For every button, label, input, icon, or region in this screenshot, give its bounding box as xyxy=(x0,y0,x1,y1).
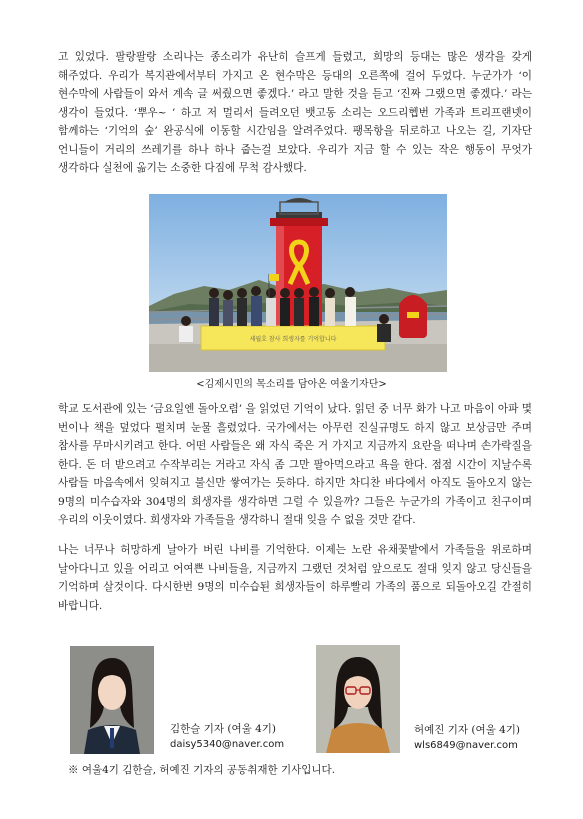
photo-caption: <김제시민의 목소리를 담아온 여울기자단> xyxy=(196,379,387,390)
reporter-1-email: daisy5340@naver.com xyxy=(170,739,285,750)
reporter-2-email: wls6849@naver.com xyxy=(414,740,518,751)
article-paragraph-3: 나는 너무나 허망하게 날아가 버린 나비를 기억한다. 이제는 노란 유채꽃밭에서 가족들을 위로하며 날아다니고 있을 어리고 어여쁜 나비들을, 지금까지 그랬던 것처럼 앞으로도 절대 잊지 않고 당신들을 기억하며 살것이다. 다시한번 9명의 미수습된 희생자들이 하루빨리 가족의 품으로 되돌아오길 간절히 바랍니다. xyxy=(58,544,532,612)
reporter-1-name: 김한슬 기자 (여울 4기) xyxy=(170,723,277,735)
banner-text: 세월호 참사 희생자를 기억합니다 xyxy=(249,336,337,343)
article-paragraph-1: 고 있었다. 팔랑팔랑 소리나는 종소리가 유난히 슬프게 들렸고, 희망의 등대는 많은 생각을 갖게 해주었다. 우리가 복지관에서부터 가지고 온 현수막은 등대의 오른쪽에 걸어 두었다. 누군가가 ‘이 현수막에 사람들이 와서 계속 글 써줬으면 좋겠다.’ 라고 말한 것을 듣고 ‘진짜 그랬으면 좋겠다.’ 라는 생각이 들었다. ‘뿌우~ ’ 하고 저 멀리서 들려오던 뱃고동 소리는 오드리헵번 가족과 트리프랜넷이 함께하는 ‘기억의 숲’ 완공식에 이동할 시간임을 알려주었다. 팽목항을 뒤로하고 나오는 길, 기자단 언니들이 거리의 쓰레기를 하나 하나 줍는걸 보았다. 우리가 지금 할 수 있는 작은 행동이 무엇가 생각하다 실천에 옮기는 소중한 다짐에 무척 감사했다. xyxy=(58,51,532,174)
footnote: ※ 여울4기 김한슬, 허예진 기자의 공동취재한 기사입니다. xyxy=(68,764,336,776)
reporter-2-name: 허예진 기자 (여울 4기) xyxy=(414,724,521,736)
article-paragraph-2: 학교 도서관에 있는 ‘금요일엔 돌아오렴’ 을 읽었던 기억이 났다. 읽던 중 너무 화가 나고 마음이 아파 몇 번이나 책을 덮었다 펼치며 눈물 흘렸었다. 국가에서는 아무런 진실규명도 하지 않고 보상금만 주며 참사를 무마시키려고 한다. 어떤 사람들은 왜 자식 죽은 거 가지고 지금까지 요란을 떠나며 손가락질을 한다. 돈 더 받으려고 수작부리는 거라고 자식 좀 그만 팔아먹으라고 욕을 한다. 점점 시간이 지날수록 사람들 마음속에서 잊혀지고 불신만 쌓여가는 듯하다. 하지만 차디찬 바다에서 아직도 돌아오지 않는 9명의 미수습자와 304명의 희생자를 생각하면 그럴 수 있을까? 그들은 누군가의 가족이고 친구이며 우리의 이웃이였다. 희생자와 가족들을 생각하니 절대 잊을 수 없을 것만 같다. xyxy=(58,403,532,526)
reporter-1-portrait xyxy=(70,646,154,754)
reporter-2-portrait xyxy=(316,645,400,753)
group-photo xyxy=(149,194,447,372)
